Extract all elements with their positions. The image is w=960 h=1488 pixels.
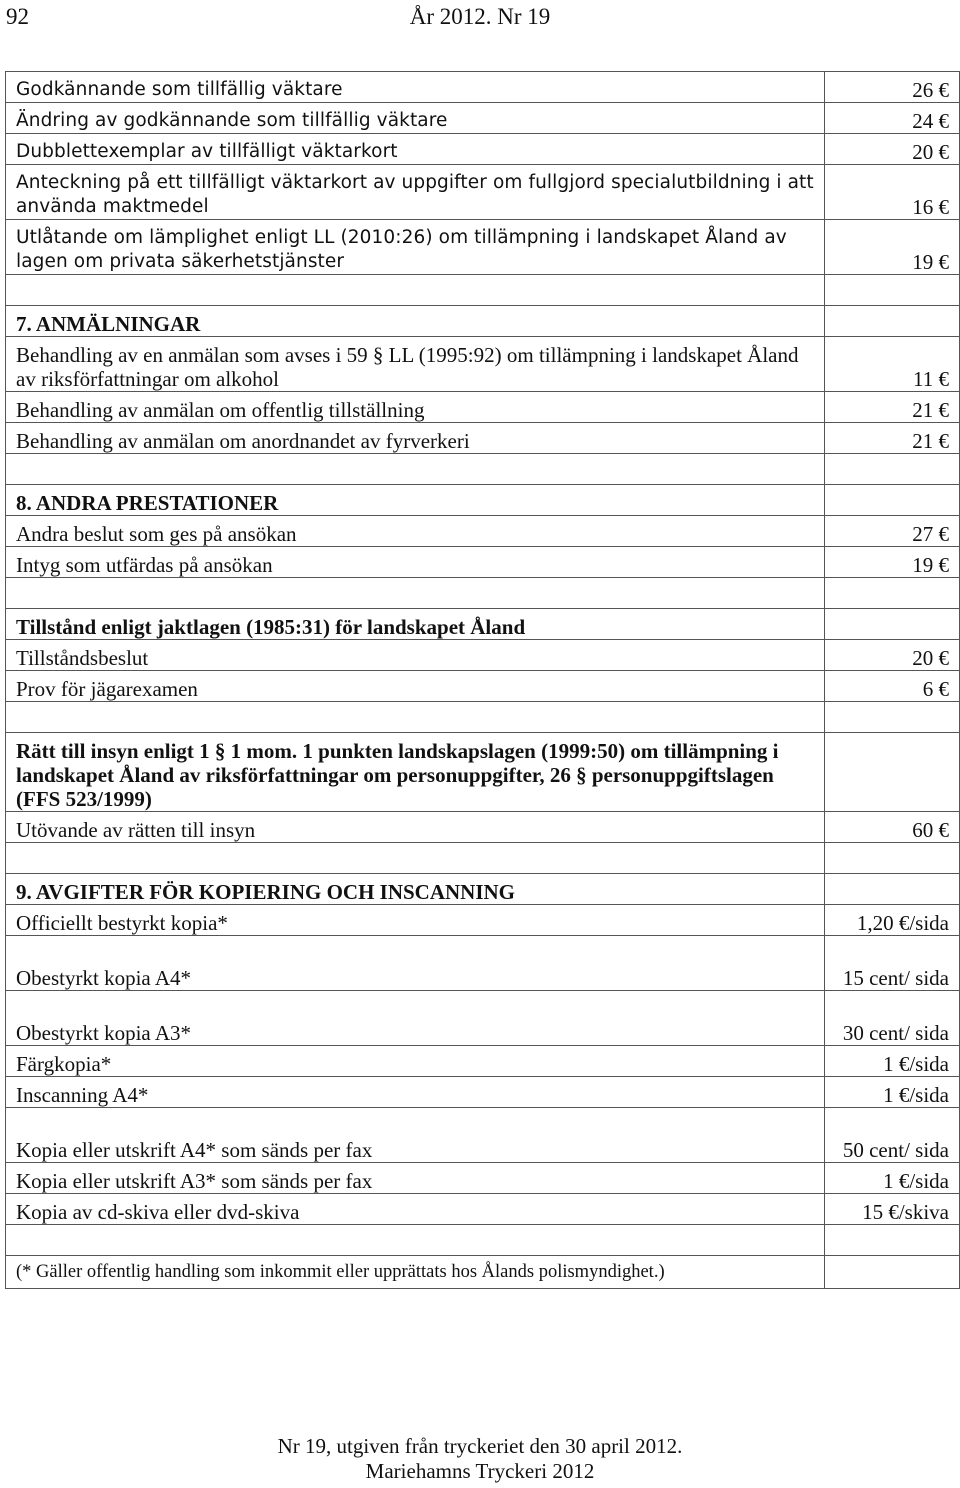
footnote-row (6, 1256, 960, 1289)
row-price (825, 609, 960, 640)
page-number: 92 (6, 4, 29, 29)
row-description: Inscanning A4* (6, 1077, 825, 1108)
table-row (6, 337, 960, 392)
row-price: 26 € (825, 72, 960, 103)
row-description (6, 275, 825, 306)
table-row (6, 640, 960, 671)
row-description: Obestyrkt kopia A4* (6, 936, 825, 991)
page-footer (0, 1434, 960, 1484)
row-price: 16 € (825, 165, 960, 220)
row-description: Utövande av rätten till insyn (6, 812, 825, 843)
row-price (825, 275, 960, 306)
row-price (825, 306, 960, 337)
row-price: 1 €/sida (825, 1046, 960, 1077)
row-description: Behandling av anmälan om offentlig tillställning (6, 392, 825, 423)
row-price (825, 874, 960, 905)
row-price: 30 cent/ sida (825, 991, 960, 1046)
table-row (6, 547, 960, 578)
row-price: 27 € (825, 516, 960, 547)
row-description: Officiellt bestyrkt kopia* (6, 905, 825, 936)
spacer-row (6, 702, 960, 733)
row-description (6, 843, 825, 874)
row-price: 60 € (825, 812, 960, 843)
table-row (6, 1108, 960, 1163)
table-row (6, 423, 960, 454)
row-price: 6 € (825, 671, 960, 702)
section-heading-row (6, 306, 960, 337)
spacer-row (6, 275, 960, 306)
table-row (6, 1163, 960, 1194)
fee-table (5, 71, 960, 1289)
section-heading-row (6, 609, 960, 640)
section-heading: 8. ANDRA PRESTATIONER (6, 485, 825, 516)
row-price (825, 843, 960, 874)
row-description: Färgkopia* (6, 1046, 825, 1077)
spacer-row (6, 454, 960, 485)
spacer-row (6, 578, 960, 609)
section-heading-row (6, 874, 960, 905)
table-row (6, 1194, 960, 1225)
row-price: 11 € (825, 337, 960, 392)
row-price: 20 € (825, 134, 960, 165)
row-price: 1 €/sida (825, 1163, 960, 1194)
row-price: 1 €/sida (825, 1077, 960, 1108)
table-row (6, 1077, 960, 1108)
footnote: (* Gäller offentlig handling som inkommit eller upprättats hos Ålands polismyndighet.) (6, 1256, 825, 1289)
row-description (6, 454, 825, 485)
table-row (6, 671, 960, 702)
footnote-empty-cell (825, 1256, 960, 1289)
row-price: 20 € (825, 640, 960, 671)
issue-header: År 2012. Nr 19 (409, 4, 551, 29)
table-row (6, 1046, 960, 1077)
footer-publication-line: Nr 19, utgiven från tryckeriet den 30 april 2012. (277, 1434, 683, 1458)
row-description: Obestyrkt kopia A3* (6, 991, 825, 1046)
section-heading: 7. ANMÄLNINGAR (6, 306, 825, 337)
section-heading-row (6, 733, 960, 812)
row-price: 15 cent/ sida (825, 936, 960, 991)
row-description (6, 1225, 825, 1256)
row-description: Andra beslut som ges på ansökan (6, 516, 825, 547)
row-description: Prov för jägarexamen (6, 671, 825, 702)
row-description: Behandling av en anmälan som avses i 59 § LL (1995:92) om tillämpning i landskapet Åland av riksförfattningar om alkohol (6, 337, 825, 392)
row-description: Utlåtande om lämplighet enligt LL (2010:26) om tillämpning i landskapet Åland av lagen om privata säkerhetstjänster (6, 220, 825, 275)
row-price (825, 1225, 960, 1256)
spacer-row (6, 843, 960, 874)
row-price: 1,20 €/sida (825, 905, 960, 936)
row-price: 21 € (825, 423, 960, 454)
table-row (6, 936, 960, 991)
row-description (6, 578, 825, 609)
row-price (825, 578, 960, 609)
row-price (825, 485, 960, 516)
row-description: Kopia eller utskrift A4* som sänds per fax (6, 1108, 825, 1163)
section-heading: Tillstånd enligt jaktlagen (1985:31) för landskapet Åland (6, 609, 825, 640)
row-description: Godkännande som tillfällig väktare (6, 72, 825, 103)
table-row (6, 134, 960, 165)
table-row (6, 905, 960, 936)
section-heading-row (6, 485, 960, 516)
row-price: 24 € (825, 103, 960, 134)
table-row (6, 220, 960, 275)
row-price: 21 € (825, 392, 960, 423)
row-description (6, 702, 825, 733)
section-heading: Rätt till insyn enligt 1 § 1 mom. 1 punkten landskapslagen (1999:50) om tillämpning i landskapet Åland av riksförfattningar om personuppgifter, 26 § personuppgiftslagen (FFS 523/1999) (6, 733, 825, 812)
table-row (6, 165, 960, 220)
row-description: Behandling av anmälan om anordnandet av fyrverkeri (6, 423, 825, 454)
row-price (825, 454, 960, 485)
row-description: Dubblettexemplar av tillfälligt väktarkort (6, 134, 825, 165)
table-row (6, 392, 960, 423)
row-description: Kopia eller utskrift A3* som sänds per fax (6, 1163, 825, 1194)
row-description: Kopia av cd-skiva eller dvd-skiva (6, 1194, 825, 1225)
table-row (6, 516, 960, 547)
row-price: 19 € (825, 220, 960, 275)
row-description: Tillståndsbeslut (6, 640, 825, 671)
table-row (6, 812, 960, 843)
row-description: Anteckning på ett tillfälligt väktarkort av uppgifter om fullgjord specialutbildning i att använda maktmedel (6, 165, 825, 220)
section-heading: 9. AVGIFTER FÖR KOPIERING OCH INSCANNING (6, 874, 825, 905)
spacer-row (6, 1225, 960, 1256)
table-row (6, 103, 960, 134)
row-price (825, 702, 960, 733)
footer-printer-line: Mariehamns Tryckeri 2012 (365, 1459, 595, 1483)
row-price: 50 cent/ sida (825, 1108, 960, 1163)
row-price: 15 €/skiva (825, 1194, 960, 1225)
row-description: Ändring av godkännande som tillfällig väktare (6, 103, 825, 134)
table-row (6, 72, 960, 103)
table-row (6, 991, 960, 1046)
row-price: 19 € (825, 547, 960, 578)
row-price (825, 733, 960, 812)
row-description: Intyg som utfärdas på ansökan (6, 547, 825, 578)
